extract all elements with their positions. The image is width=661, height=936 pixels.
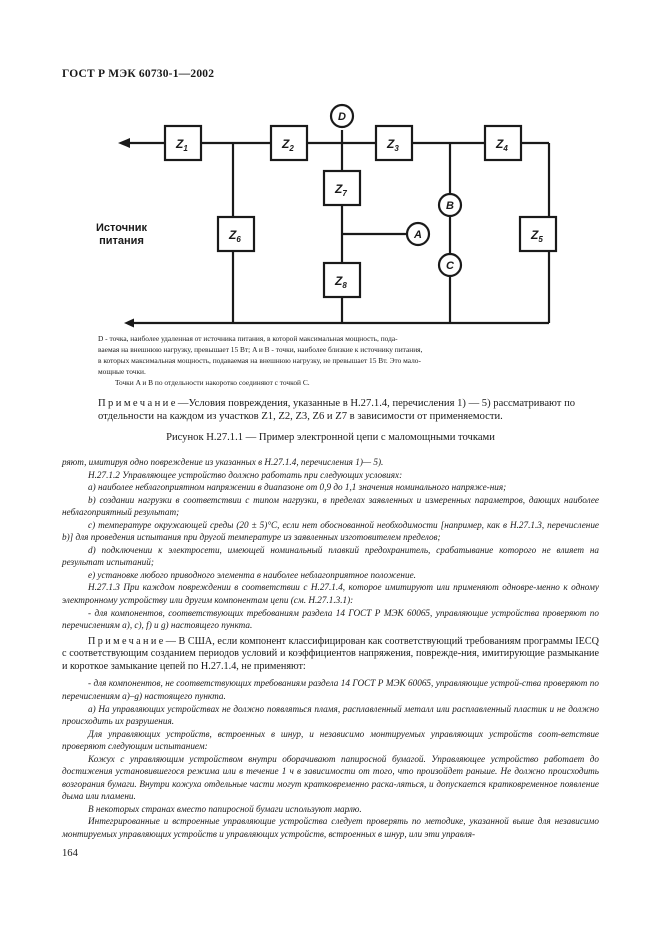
paragraph: Для управляющих устройств, встроенных в шнур, и независимо монтируемых управляющих устройств соот-ветствие проверяют следующим испытанием: (62, 728, 599, 752)
paragraph: a) На управляющих устройствах не должно появляться пламя, расплавленный металл или расплавленный пластик и не должно происходить их разрушения. (62, 703, 599, 727)
left-arrow-bottom-icon (124, 319, 134, 328)
figure-note (98, 398, 618, 423)
source-label-line2: питания (99, 235, 144, 247)
point-c-label: C (446, 260, 454, 272)
figure-caption: Рисунок Н.27.1.1 — Пример электронной цепи с маломощными точками (166, 432, 495, 443)
point-d-label: D (338, 111, 346, 123)
paragraph: - для компонентов, соответствующих требованиям раздела 14 ГОСТ Р МЭК 60065, управляющие устройства проверяют по перечислениям a), c), f) и g) настоящего пункта. (62, 607, 599, 631)
power-source-label (96, 222, 147, 248)
paragraph: - для компонентов, не соответствующих требованиям раздела 14 ГОСТ Р МЭК 60065, управляющие устрой-ства проверяют по перечислениям a)–g) настоящего пункта. (62, 678, 599, 701)
list-item: a) наиболее неблагоприятном напряжении в диапазоне от 0,9 до 1,1 значения номинального напряже-ния; (88, 482, 507, 493)
paragraph: В некоторых странах вместо папиросной бумаги используют марлю. (88, 803, 362, 814)
point-a-label: A (414, 229, 422, 241)
document-header: ГОСТ Р МЭК 60730-1—2002 (62, 68, 215, 80)
page-number: 164 (62, 848, 78, 859)
footnote-line-2: ваемая на внешнюю нагрузку, превышает 15 Вт; A и B - точки, наиболее близкие к источнику питания, (98, 345, 423, 354)
footnote-line-3: в которых максимальная мощность, подаваемая на внешнюю нагрузку, не превышает 15 Вт. Это мало- (98, 356, 421, 365)
z6-label: $Z_6$ (229, 228, 241, 244)
list-item: c) температуре окружающей среды (20 ± 5)°С, если нет обоснованной необходимости [например, как в Н.27.1.3, перечисление b)] для проведения испытания при другой температуре из заявленных изготовителем пределов; (62, 519, 599, 543)
paragraph: Н.27.1.3 При каждом повреждении в соответствии с Н.27.1.4, которое имитируют или применяют одновре-менно к одному электронному устройству или другим компонентам цепи (см. Н.27.1.3.1): (62, 582, 599, 606)
note-text: —Условия повреждения, указанные в Н.27.1.4, перечисления 1) — 5) рассматривают по отдельности на каждом из участков Z1, Z2, Z3, Z6 и Z7 в зависимости от применяемости. (98, 398, 576, 422)
z7-label: $Z_7$ (335, 182, 347, 198)
list-item: e) установке любого приводного элемента в наиболее неблагоприятное положение. (88, 569, 416, 580)
note-2-text: — В США, если компонент классифицирован как соответствующий требованиям программы IECQ с соответствующим созданием периодов условий и коэффициентов напряжения, поврежде-ния, имитирующие размыкание и короткое замыкание цепей по Н.27.1.4, не применяют: (62, 635, 599, 672)
z4-label: $Z_4$ (496, 137, 508, 153)
z2-label: $Z_2$ (282, 137, 294, 153)
z1-label: $Z_1$ (176, 137, 188, 153)
z8-label: $Z_8$ (335, 274, 347, 290)
paragraph: Интегрированные и встроенные управляющие устройства следует проверять по методике, указанной выше для независимо монтируемых управляющих устройств и управляющих устройств, встроенных в шнур, или эти управля- (62, 816, 599, 839)
note-2-label: Примечание (88, 635, 166, 647)
body-text (62, 456, 599, 841)
point-b-label: B (446, 200, 454, 212)
footnote-line-1: D - точка, наиболее удаленная от источника питания, в которой максимальная мощность, пода- (98, 334, 398, 343)
source-label-line1: Источник (96, 222, 148, 234)
footnote-line-5: Точки A и B по отдельности накоротко соединяют с точкой C. (115, 378, 310, 387)
z5-label: $Z_5$ (531, 228, 543, 244)
list-item: d) подключении к электросети, имеющей номинальный плавкий предохранитель, срабатывание которого не влияет на результат испытаний; (62, 544, 599, 568)
z3-label: $Z_3$ (387, 137, 399, 153)
paragraph: ряют, имитируя одно повреждение из указанных в Н.27.1.4, перечисления 1)— 5). (62, 457, 384, 467)
circuit-diagram (0, 0, 661, 340)
list-item: b) создании нагрузки в соответствии с типом нагрузки, в пределах заявленных и измеренных параметров, дающих наиболее неблагоприятный результат; (62, 494, 599, 518)
note-label: Примечание (98, 398, 178, 409)
footnote-line-4: мощные точки. (98, 367, 146, 376)
left-arrow-top-icon (118, 138, 130, 148)
note-2 (62, 636, 599, 674)
paragraph: Н.27.1.2 Управляющее устройство должно работать при следующих условиях: (88, 469, 403, 480)
paragraph: Кожух с управляющим устройством внутри оборачивают папиросной бумагой. Управляющее устройство работает до достижения установившегося режима или в течение 1 ч в зависимости от того, что произойдет раньше. Не должно происходить возгорания бумаги. Внутри кожуха отдельные части могут кратковременно раска-ляться, и допускается кратковременное появление дыма или пламени. (62, 753, 599, 802)
